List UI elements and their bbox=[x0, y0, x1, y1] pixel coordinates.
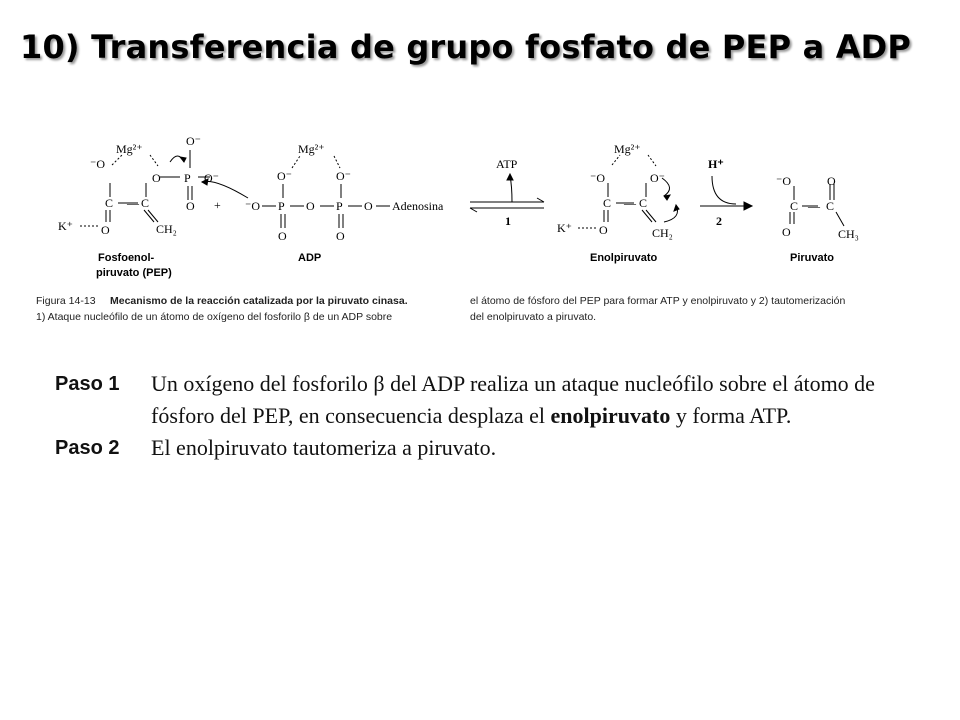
enol-label: Enolpiruvato bbox=[590, 252, 658, 264]
svg-text:K⁺: K⁺ bbox=[58, 219, 73, 233]
step-1-text: Un oxígeno del fosforilo β del ADP realiza un ataque nucleófilo sobre el átomo de fósforo del PEP, en consecuencia desplaza el enolpiruvato y forma ATP. bbox=[151, 371, 875, 428]
svg-text:—: — bbox=[127, 196, 139, 210]
pyr-label: Piruvato bbox=[790, 252, 835, 264]
enolpyruvate-structure bbox=[578, 155, 679, 228]
reaction-scheme bbox=[0, 0, 960, 340]
step-1 bbox=[55, 368, 911, 432]
step1-number: 1 bbox=[505, 214, 511, 228]
svg-text:CH₃: CH₃ bbox=[838, 227, 859, 241]
svg-text:P: P bbox=[184, 171, 191, 185]
pep-label-2: piruvato (PEP) bbox=[96, 267, 172, 279]
svg-text:C: C bbox=[105, 196, 114, 210]
adenosina-label: Adenosina bbox=[392, 199, 444, 213]
svg-text:—: — bbox=[808, 199, 820, 213]
caption-right1: el átomo de fósforo del PEP para formar ATP y enolpiruvato y 2) tautomerización bbox=[470, 295, 846, 307]
caption-right2: del enolpiruvato a piruvato. bbox=[470, 311, 597, 323]
svg-text:O: O bbox=[782, 225, 791, 239]
svg-text:C: C bbox=[141, 196, 150, 210]
svg-text:O: O bbox=[306, 199, 315, 213]
svg-text:O⁻: O⁻ bbox=[650, 171, 665, 185]
svg-text:P: P bbox=[278, 199, 285, 213]
svg-text:O⁻: O⁻ bbox=[204, 171, 219, 185]
svg-text:O⁻: O⁻ bbox=[186, 134, 201, 148]
svg-text:C: C bbox=[603, 196, 612, 210]
svg-text:CH₂: CH₂ bbox=[156, 222, 177, 236]
arrow-step2 bbox=[700, 176, 752, 210]
enolpiruvato-bold: enolpiruvato bbox=[550, 403, 671, 428]
pep-label-1: Fosfoenol- bbox=[98, 252, 155, 264]
svg-text:O: O bbox=[599, 223, 608, 237]
svg-text:C: C bbox=[790, 199, 799, 213]
caption-bold: Mecanismo de la reacción catalizada por la piruvato cinasa. bbox=[110, 295, 408, 307]
svg-text:C: C bbox=[826, 199, 835, 213]
svg-text:CH₂: CH₂ bbox=[652, 226, 673, 240]
svg-text:Mg²⁺: Mg²⁺ bbox=[116, 142, 143, 156]
adp-structure bbox=[262, 156, 390, 228]
svg-text:C: C bbox=[639, 196, 648, 210]
svg-text:O⁻: O⁻ bbox=[336, 169, 351, 183]
caption-figure: Figura 14-13 bbox=[36, 295, 96, 307]
steps-list bbox=[55, 368, 911, 464]
svg-text:O: O bbox=[827, 174, 836, 188]
svg-text:⁻O: ⁻O bbox=[245, 199, 260, 213]
step-2-label: Paso 2 bbox=[55, 437, 120, 459]
plus-sign: + bbox=[214, 198, 221, 212]
step2-number: 2 bbox=[716, 214, 722, 228]
svg-text:O: O bbox=[152, 171, 161, 185]
slide-title: 10) Transferencia de grupo fosfato de PEP a ADP bbox=[20, 28, 912, 66]
svg-text:Mg²⁺: Mg²⁺ bbox=[298, 142, 325, 156]
svg-text:Mg²⁺: Mg²⁺ bbox=[614, 142, 641, 156]
pep-structure bbox=[80, 150, 248, 226]
svg-text:⁻O: ⁻O bbox=[90, 157, 105, 171]
step-1-label: Paso 1 bbox=[55, 373, 120, 395]
svg-text:O⁻: O⁻ bbox=[277, 169, 292, 183]
svg-text:—: — bbox=[624, 196, 636, 210]
atp-label: ATP bbox=[496, 157, 518, 171]
svg-text:K⁺: K⁺ bbox=[557, 221, 572, 235]
step-2 bbox=[55, 432, 911, 464]
equilibrium-arrow-step1 bbox=[470, 174, 544, 212]
svg-text:⁻O: ⁻O bbox=[590, 171, 605, 185]
svg-text:O: O bbox=[278, 229, 287, 243]
hplus-label: H⁺ bbox=[708, 157, 724, 171]
svg-text:P: P bbox=[336, 199, 343, 213]
svg-text:O: O bbox=[186, 199, 195, 213]
svg-text:O: O bbox=[101, 223, 110, 237]
adp-label: ADP bbox=[298, 252, 322, 264]
step-2-text: El enolpiruvato tautomeriza a piruvato. bbox=[151, 435, 497, 460]
svg-text:O: O bbox=[336, 229, 345, 243]
caption-line2: 1) Ataque nucleófilo de un átomo de oxígeno del fosforilo β de un ADP sobre bbox=[36, 311, 393, 323]
svg-text:⁻O: ⁻O bbox=[776, 174, 791, 188]
svg-text:O: O bbox=[364, 199, 373, 213]
